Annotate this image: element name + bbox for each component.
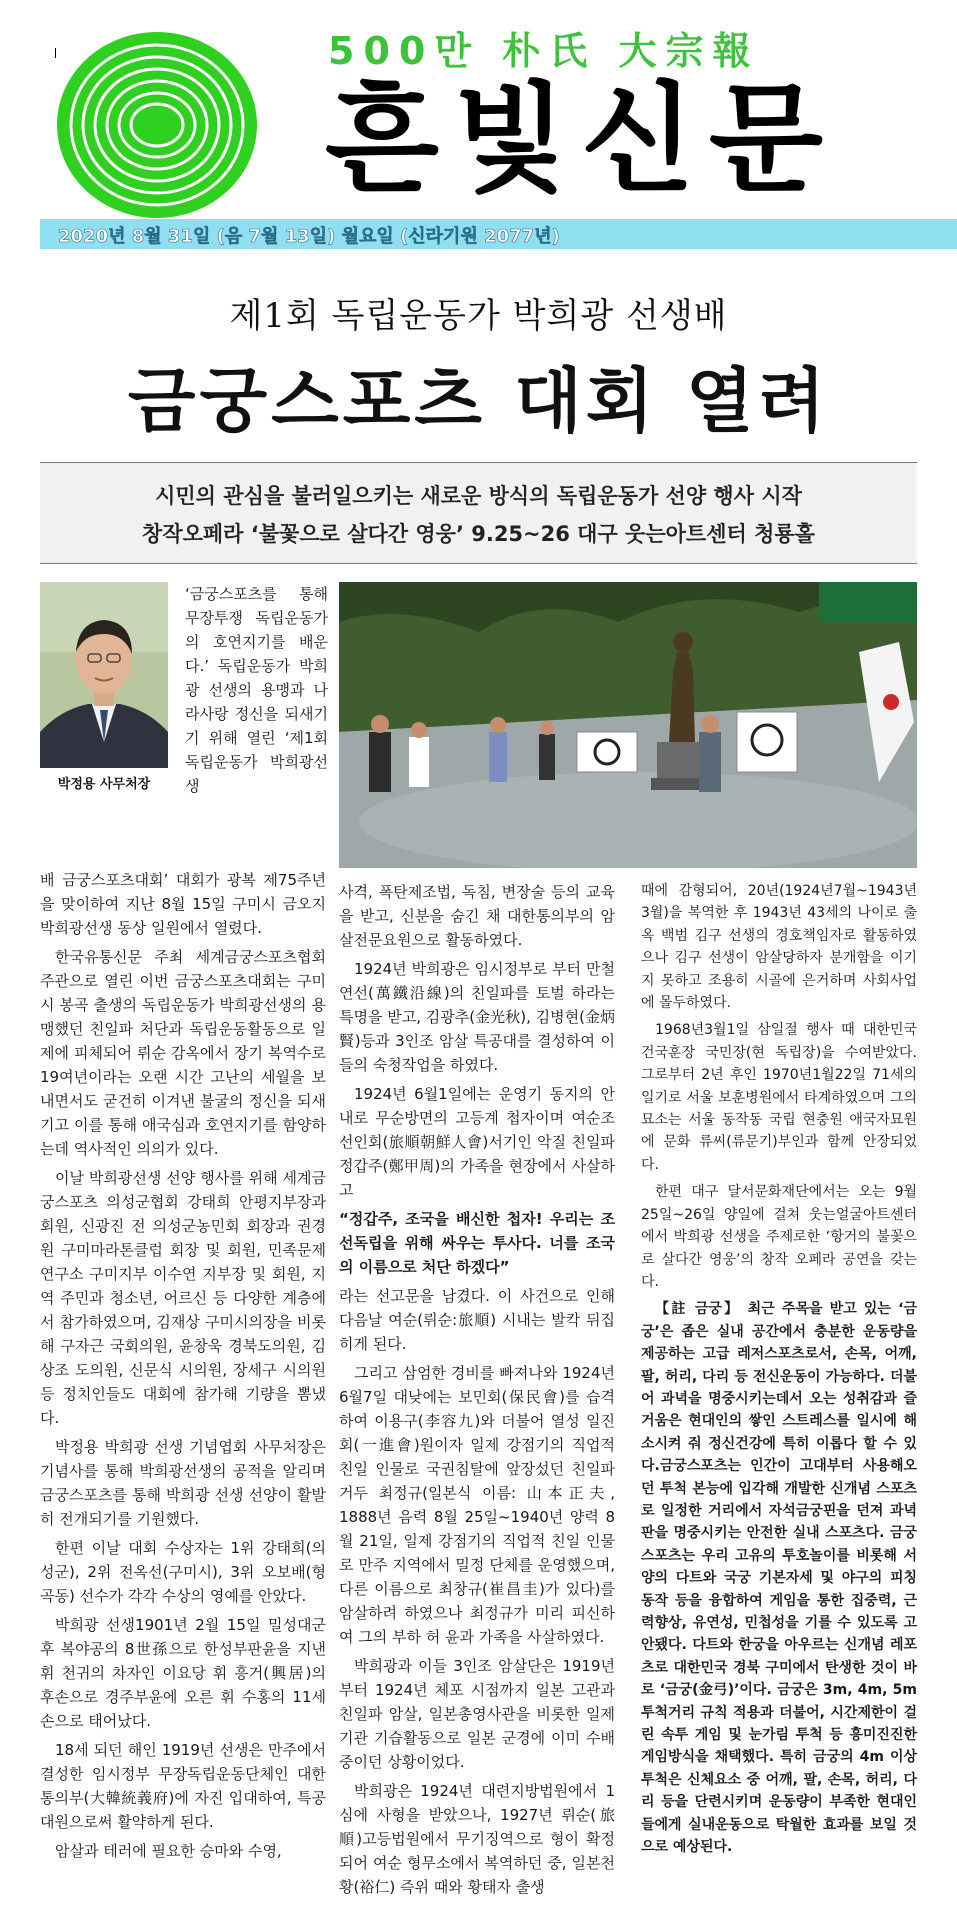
paragraph: 한편 이날 대회 수상자는 1위 강태희(의성군), 2위 전옥선(구미시), 3위 오보배(형곡동) 선수가 각각 수상의 영예를 안았다. (40, 1539, 326, 1605)
glossary-note: 【註 금궁】 최근 주목을 받고 있는 ‘금궁’은 좁은 실내 공간에서 충분한 운동량을 제공하는 고급 레저스포츠로서, 손목, 어깨, 팔, 허리, 다리 등 전신운동이 가능하다. 더불어 과녁을 명중시키는데서 오는 성취감과 즐거움은 현대인의 쌓인 스트레스를 일시에 해소시켜 줘 정신건강에 특히 이롭다 할 수 있다.금궁스포츠는 인간이 고대부터 사용해오던 투척 본능에 입각해 개발한 신개념 스포츠로 일정한 거리에서 자석금궁핀을 던져 과녁판을 명중시키는 안전한 실내 스포츠다. 금궁스포츠는 우리 고유의 투호놀이를 비롯해 서양의 다트와 국궁 기본자세 및 야구의 피칭 동작 등을 융합하여 게임을 통한 집중력, 근력향상, 유연성, 민첩성을 기를 수 있도록 고안됐다. 다트와 한궁을 아우르는 신개념 레포츠로 대한민국 경북 구미에서 탄생한 것이 바로 ‘금궁(金弓)’이다. 금궁은 3m, 4m, 5m 투척거리 규칙 적용과 더불어, 시간제한이 걸린 속투 게임 및 눈가림 투척 등 흥미진진한 게임방식을 채택했다. 특히 금궁의 4m 이상 투척은 신체요소 중 어깨, 팔, 손목, 허리, 다리 등을 단련시키며 운동량이 부족한 현대인들에게 실내운동으로 탁월한 효과를 보일 것으로 예상된다. (641, 1301, 917, 1856)
paragraph: 사격, 폭탄제조법, 독침, 변장술 등의 교육을 받고, 신분을 숨긴 채 대한통의부의 암살전문요원으로 활동하였다. (339, 883, 615, 949)
lead-paragraph (185, 582, 328, 803)
article-column-3 (641, 880, 917, 1863)
lead-text: ‘금궁스포츠를 통해 무장투쟁 독립운동가의 호연지기를 배운다.’ 독립운동가 박희광 선생의 용맹과 나라사랑 정신을 되새기기 위해 열린 ‘제1회 독립운동가 박희광선생 (185, 585, 328, 795)
paragraph: 박희광은 1924년 대련지방법원에서 1심에 사형을 받았으나, 1927년 뤼순(旅順)고등법원에서 무기징역으로 형이 확정되어 여순 형무소에서 복역하던 중, 일본천황(裕仁) 즉위 때와 황태자 출생 (339, 1782, 615, 1896)
paragraph: 1968년3월1일 삼일절 행사 때 대한민국 건국훈장 국민장(현 독립장)을 수여받았다. 그로부터 2년 후인 1970년1월22일 71세의 일기로 서울 보훈병원에서 타계하였으며 그의 묘소는 서울 동작동 국립 현충원 애국자묘원에 문화 류씨(류문기)부인과 함께 안장되었다. (641, 1022, 917, 1173)
paragraph: 한편 대구 달서문화재단에서는 오는 9월 25일~26일 양일에 걸쳐 웃는얼굴아트센터에서 박희광 선생을 주제로한 ‘항거의 불꽃으로 살다간 영웅’의 창작 오페라 공연을 갖는다. (641, 1184, 917, 1290)
article-subtitle: 제1회 독립운동가 박희광 선생배 (229, 296, 728, 336)
article-column-2 (339, 880, 615, 1904)
quote: “정갑주, 조국을 배신한 첩자! 우리는 조선독립을 위해 싸우는 투사다. 너를 조국의 이름으로 처단 하겠다” (339, 1210, 615, 1276)
paragraph: 라는 선고문을 남겼다. 이 사건으로 인해 다음날 여순(뤼순:旅順) 시내는 발칵 뒤집히게 된다. (339, 1287, 615, 1353)
issue-date: 2020년 8월 31일 (음 7월 13일) 월요일 (신라기원 2077년) (58, 226, 560, 247)
paragraph: 한국유통신문 주최 세계금궁스포츠협회 주관으로 열린 이번 금궁스포츠대회는 구미시 봉곡 출생의 독립운동가 박희광선생의 용맹했던 친일파 처단과 독립운동활동으로 일제에 피체되어 뤼순 감옥에서 장기 복역수로 19여년이라는 오랜 시간 고난의 세월을 보내면서도 굳건히 이겨낸 불굴의 정신을 되새기고 이를 통해 애국심과 호연지기를 함양하는데 역사적인 의의가 있다. (40, 948, 326, 1158)
paragraph: 그리고 삼엄한 경비를 빠져나와 1924년6월7일 대낮에는 보민회(保民會)를 습격하여 이용구(李容九)와 더불어 열성 일진회(一進會)원이자 일제 강점기의 직업적 친일 인물로 국권침탈에 앞장섰던 친일파 거두 최정규(일본식 이름: 山本正夫, 1888년 음력 8월 25일~1940년 양력 8월 21일, 일제 강점기의 직업적 친일 인물로 만주 지역에서 밀정 단체를 운영했으며, 다른 이름으로 최창규(崔昌圭)가 있다)를 암살하려 하였으나 최정규가 미리 피신하여 그의 부하 허 윤과 가족을 사살하였다. (339, 1364, 615, 1646)
date-bar (40, 219, 957, 249)
article-column-1 (40, 868, 326, 1868)
paragraph: 박정용 박희광 선생 기념엽회 사무처장은 기념사를 통해 박희광선생의 공적을 알리며 금궁스포츠를 통해 박희광 선생 선양이 활발히 전개되기를 기원했다. (40, 1438, 326, 1528)
summary-line-2: 창작오페라 ‘불꽃으로 살다간 영웅’ 9.25~26 대구 웃는아트센터 청룡홀 (142, 522, 815, 546)
newspaper-logo (55, 30, 260, 220)
summary-box (40, 462, 917, 564)
paragraph: 18세 되던 해인 1919년 선생은 만주에서 결성한 임시정부 무장독립운동단체인 대한통의부(大韓統義府)에 자진 입대하여, 특공대원으로써 활약하게 된다. (40, 1741, 326, 1831)
portrait-caption: 박정용 사무처장 (57, 777, 151, 792)
newspaper-title: 흔빛신문 (325, 70, 837, 208)
event-photo (339, 582, 917, 868)
paragraph: 박희광 선생1901년 2월 15일 밀성대군 후 복야공의 8世孫으로 한성부판윤을 지낸 휘 천귀의 차자인 이요당 휘 흥거(興居)의 후손으로 경주부윤에 오른 휘 수홍의 11세손으로 태어났다. (40, 1616, 326, 1730)
portrait-photo (40, 582, 168, 768)
slogan: 500만 朴氏 大宗報 (328, 29, 760, 73)
paragraph: 배 금궁스포츠대회’ 대회가 광복 제75주년을 맞이하여 지난 8월 15일 구미시 금오지 박희광선생 동상 일원에서 열렸다. (40, 871, 326, 937)
paragraph: 이날 박희광선생 선양 행사를 위해 세계금궁스포츠 의성군협회 강태희 안평지부장과 회원, 신광진 전 의성군농민회 회장과 권경원 구미마라톤클럽 회장 및 회원, 민족문제연구소 구미지부 이수연 지부장 및 회원, 지역 주민과 청소년, 어르신 등 다양한 계층에서 참가하였으며, 김재상 구미시의장을 비롯해 구자근 국회의원, 윤창욱 경북도의원, 김상조 도의원, 신문식 시의원, 장세구 시의원 등 정치인들도 대회에 참가해 기량을 뽐냈다. (40, 1169, 326, 1427)
paragraph: 박희광과 이들 3인조 암살단은 1919년부터 1924년 체포 시점까지 일본 고관과 친일파 암살, 일본총영사관을 비롯한 일제기관 기습활동으로 일본 군경에 이미 수배 중이던 상황이었다. (339, 1657, 615, 1771)
paragraph: 1924년 6월1일에는 운영기 동지의 안내로 무순방면의 고등계 첩자이며 여순조선인회(旅順朝鮮人會)서기인 악질 친일파 정갑주(鄭甲周)의 가족을 현장에서 사살하고 (339, 1085, 615, 1199)
paragraph: 1924년 박희광은 임시정부로 부터 만철연선(萬鐵沿線)의 친일파를 토벌 하라는 특명을 받고, 김광추(金光秋), 김병현(金炳賢)등과 3인조 암살 특공대를 결성하여 이들의 숙청작업을 하였다. (339, 960, 615, 1074)
paragraph: 암살과 테러에 필요한 승마와 수영, (55, 1842, 282, 1860)
summary-line-1: 시민의 관심을 불러일으키는 새로운 방식의 독립운동가 선양 행사 시작 (155, 484, 802, 508)
article-headline: 금궁스포츠 대회 열려 (127, 359, 830, 442)
paragraph: 때에 감형되어, 20년(1924년7월~1943년 3월)을 복역한 후 1943년 43세의 나이로 출옥 백범 김구 선생의 경호책임자로 활동하였으나 김구 선생이 암살당하자 분개함을 이기지 못하고 조용히 시골에 은거하며 사회사업에 몰두하였다. (641, 883, 917, 1012)
